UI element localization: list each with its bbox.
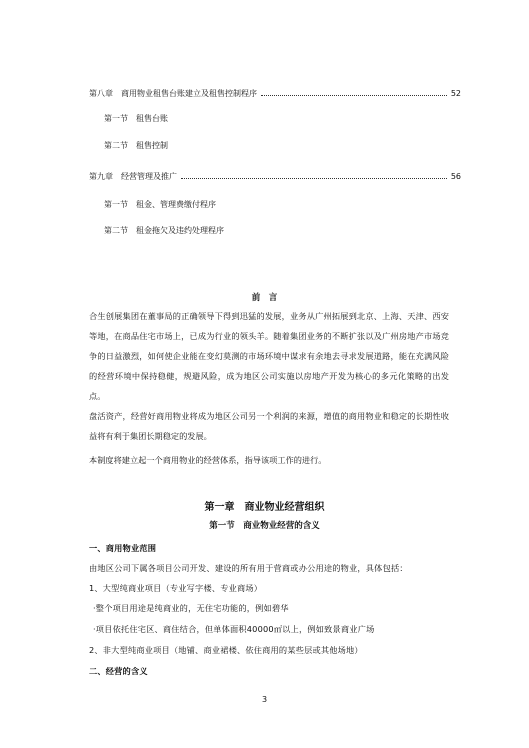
toc-entry-chapter8[interactable] (89, 88, 461, 99)
toc-chapter9-page: 56 (450, 172, 461, 181)
item2-heading: 二、经营的含义 (89, 666, 148, 676)
toc-chapter9-section1[interactable]: 第一节 租金、管理费缴付程序 (104, 200, 216, 209)
preface-paragraph-3: 本制度将建立起一个商用物业的经营体系，指导该项工作的进行。 (89, 455, 327, 465)
toc-chapter9-section2[interactable]: 第二节 租金拖欠及违约处理程序 (104, 226, 224, 235)
preface-paragraph-1: 合生创展集团在董事局的正确领导下得到迅猛的发展，业务从广州拓展到北京、上海、天津、西安等地，在商品住宅市场上，已成为行业的领头羊。随着集团业务的不断扩张以及广州房地产市场竞争的日益激烈，如何使企业能在变幻莫测的市场环境中谋求有余地去寻求发展道路，能在充满风险的经营环境中保持稳健，规避风险，成为地区公司实施以房地产开发为核心的多元化策略的出发点。 (89, 311, 449, 401)
sub-item-1a: ·整个项目用途是纯商业的，无住宅功能的，例如碧华 (93, 603, 289, 613)
preface-paragraph-2: 盘活资产，经营好商用物业将成为地区公司另一个利润的来源，增值的商用物业和稳定的长期性收益将有利于集团长期稳定的发展。 (89, 411, 449, 441)
chapter1-section1-title: 第一节 商业物业经营的含义 (209, 521, 320, 531)
toc-chapter8-title: 第八章 商用物业租售台账建立及租售控制程序 (89, 89, 257, 98)
sub-item-1: 1、大型纯商业项目（专业写字楼、专业商场） (89, 583, 263, 593)
chapter1-title: 第一章 商业物业经营组织 (204, 502, 325, 513)
item1-text: 由地区公司下属各项目公司开发、建设的所有用于营商或办公用途的物业，具体包括： (89, 563, 408, 573)
toc-leader-dots (181, 177, 447, 179)
toc-chapter8-section2[interactable]: 第二节 租售控制 (104, 141, 168, 150)
toc-chapter8-page: 52 (450, 89, 461, 98)
sub-item-1b: ·项目依托住宅区、商住结合，但单体面积40000㎡以上，例如致景商业广场 (93, 624, 375, 634)
sub-item-2: 2、非大型纯商业项目（地铺、商业裙楼、依住商用的某些层或其他场地） (89, 645, 363, 655)
toc-chapter8-section1[interactable]: 第一节 租售台账 (104, 114, 168, 123)
preface-title: 前 言 (251, 293, 278, 303)
toc-leader-dots (261, 94, 447, 96)
toc-entry-chapter9[interactable] (89, 171, 461, 182)
page-number: 3 (261, 695, 268, 704)
toc-chapter9-title: 第九章 经营管理及推广 (89, 172, 177, 181)
item1-heading: 一、商用物业范围 (89, 543, 157, 553)
